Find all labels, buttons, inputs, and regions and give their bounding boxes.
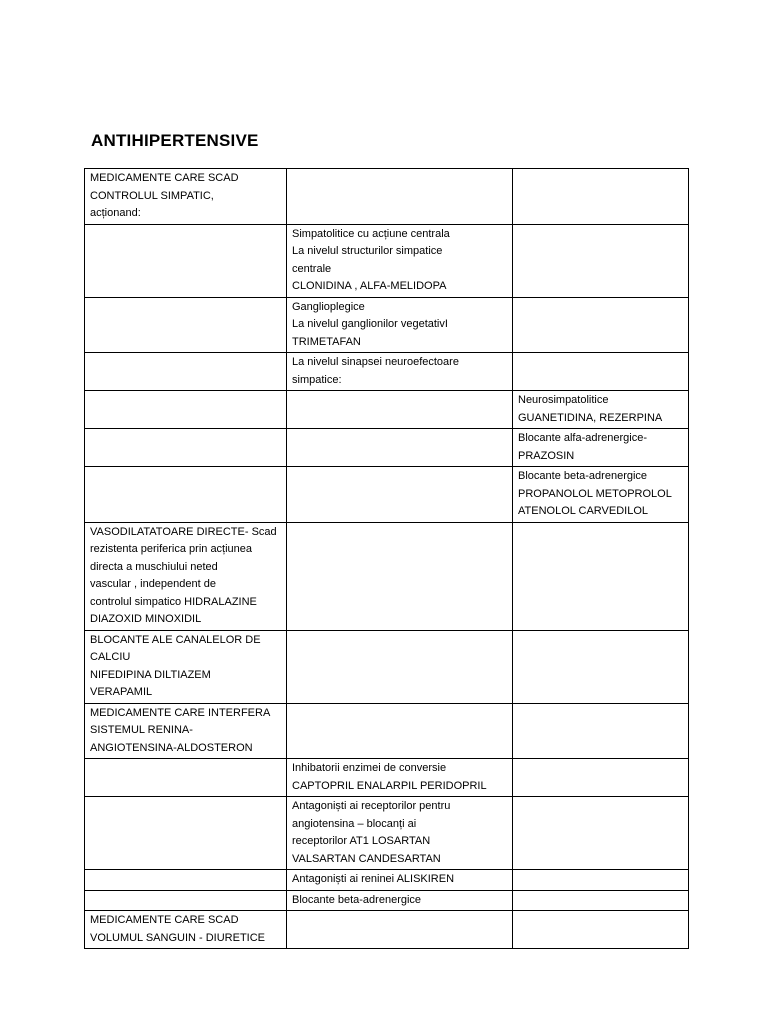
table-cell	[513, 759, 689, 797]
table-cell	[513, 797, 689, 870]
table-cell	[513, 224, 689, 297]
table-cell	[287, 522, 513, 630]
table-row	[85, 429, 689, 467]
table-row	[85, 353, 689, 391]
table-cell	[85, 224, 287, 297]
table-row	[85, 870, 689, 891]
table-cell	[85, 353, 287, 391]
table-cell: Blocante alfa-adrenergice- PRAZOSIN	[513, 429, 689, 467]
table-cell: VASODILATATOARE DIRECTE- Scad rezistenta periferica prin acțiunea directa a muschiului neted vascular , independent de controlul simpatico HIDRALAZINE DIAZOXID MINOXIDIL	[85, 522, 287, 630]
table-cell	[287, 911, 513, 949]
table-cell: Ganglioplegice La nivelul ganglionilor vegetativI TRIMETAFAN	[287, 297, 513, 353]
table-cell	[287, 169, 513, 225]
table-cell	[287, 703, 513, 759]
table-row	[85, 703, 689, 759]
table-cell	[85, 870, 287, 891]
table-cell	[287, 630, 513, 703]
table-cell	[287, 467, 513, 523]
table-cell	[513, 297, 689, 353]
table-cell	[85, 759, 287, 797]
table-cell	[513, 169, 689, 225]
table-cell: La nivelul sinapsei neuroefectoare simpatice:	[287, 353, 513, 391]
table-cell: MEDICAMENTE CARE INTERFERA SISTEMUL RENINA- ANGIOTENSINA-ALDOSTERON	[85, 703, 287, 759]
table-cell	[513, 870, 689, 891]
table-row	[85, 759, 689, 797]
table-cell	[85, 429, 287, 467]
table-cell	[513, 630, 689, 703]
table-cell: Antagoniști ai reninei ALISKIREN	[287, 870, 513, 891]
table-cell: Antagoniști ai receptorilor pentru angiotensina – blocanți ai receptorilor AT1 LOSARTAN VALSARTAN CANDESARTAN	[287, 797, 513, 870]
table-cell: Simpatolitice cu acțiune centrala La nivelul structurilor simpatice centrale CLONIDINA , ALFA-MELIDOPA	[287, 224, 513, 297]
table-cell	[85, 391, 287, 429]
table-cell	[85, 797, 287, 870]
table-cell: Inhibatorii enzimei de conversie CAPTOPRIL ENALARPIL PERIDOPRIL	[287, 759, 513, 797]
table-cell: Neurosimpatolitice GUANETIDINA, REZERPINA	[513, 391, 689, 429]
table-row	[85, 911, 689, 949]
table-cell: MEDICAMENTE CARE SCAD VOLUMUL SANGUIN - DIURETICE	[85, 911, 287, 949]
table-cell	[513, 890, 689, 911]
table-cell	[513, 911, 689, 949]
table-row	[85, 297, 689, 353]
table-row	[85, 890, 689, 911]
page-title: ANTIHIPERTENSIVE	[91, 131, 259, 150]
table-cell: Blocante beta-adrenergice PROPANOLOL METOPROLOL ATENOLOL CARVEDILOL	[513, 467, 689, 523]
table-row	[85, 467, 689, 523]
table-cell	[513, 703, 689, 759]
table-cell	[85, 297, 287, 353]
drug-classification-table	[84, 168, 689, 949]
table-cell	[287, 429, 513, 467]
table-cell	[513, 522, 689, 630]
table-cell: BLOCANTE ALE CANALELOR DE CALCIU NIFEDIPINA DILTIAZEM VERAPAMIL	[85, 630, 287, 703]
table-cell	[85, 467, 287, 523]
table-cell	[513, 353, 689, 391]
table-row	[85, 522, 689, 630]
table-row	[85, 169, 689, 225]
table-cell	[85, 890, 287, 911]
table-row	[85, 630, 689, 703]
table-row	[85, 224, 689, 297]
table-cell	[287, 391, 513, 429]
table-cell: MEDICAMENTE CARE SCAD CONTROLUL SIMPATIC, acționand:	[85, 169, 287, 225]
table-cell: Blocante beta-adrenergice	[287, 890, 513, 911]
table-row	[85, 797, 689, 870]
table-row	[85, 391, 689, 429]
